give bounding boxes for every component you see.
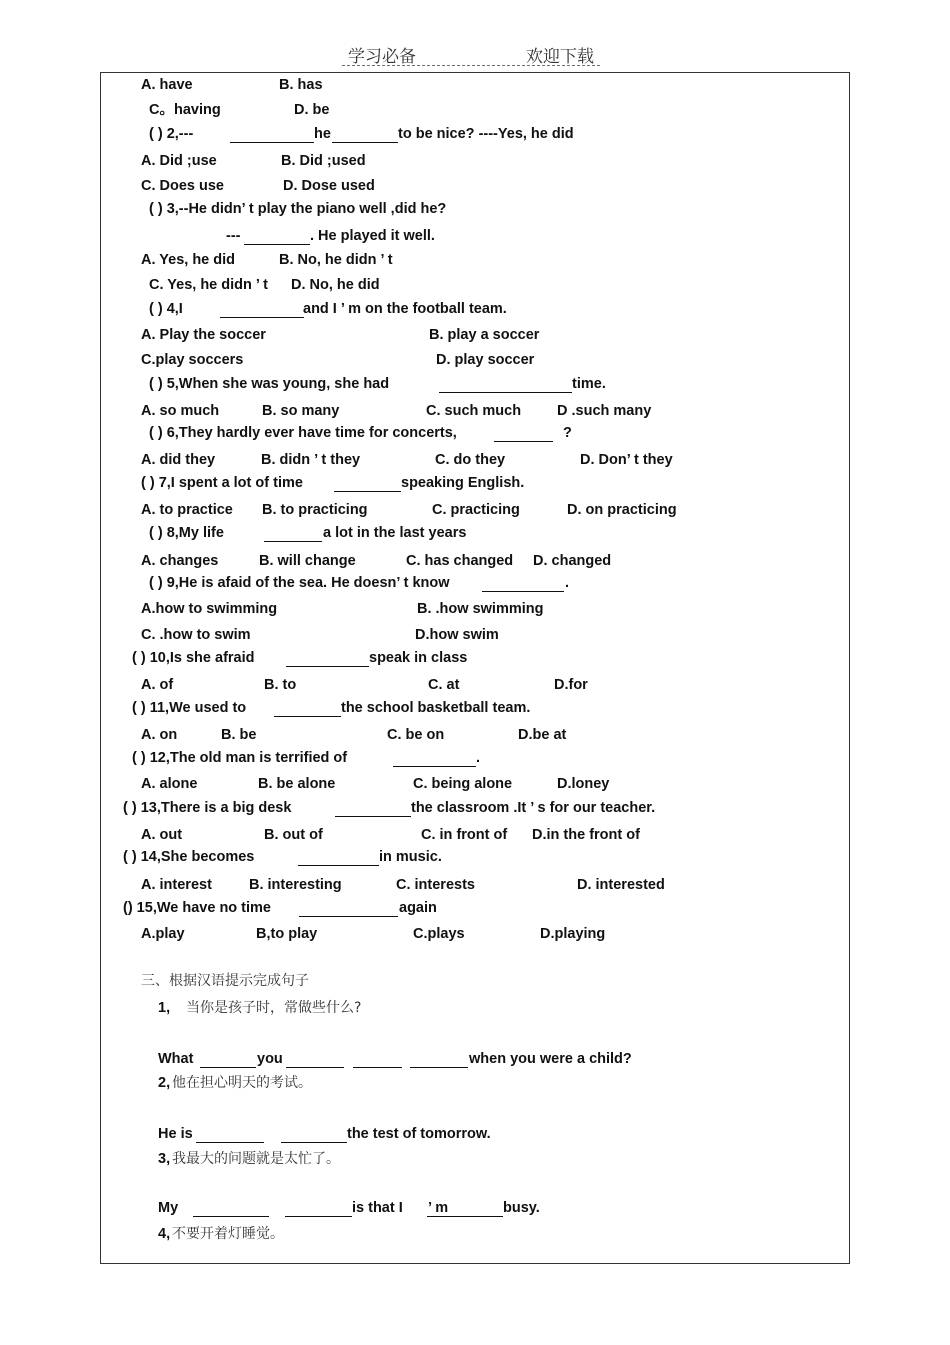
question-text: ( ) 14,She becomes xyxy=(123,849,255,865)
question-text: A. on xyxy=(141,727,178,743)
question-text: B. out of xyxy=(264,827,323,843)
question-text: D. changed xyxy=(533,553,612,569)
question-text: D.playing xyxy=(540,926,606,942)
question-text: D. be xyxy=(294,102,330,118)
question-text: 2, xyxy=(158,1075,171,1091)
question-text: ( ) 10,Is she afraid xyxy=(132,650,255,666)
question-text: B. No, he didn ’ t xyxy=(279,252,393,268)
question-text: A. did they xyxy=(141,452,216,468)
question-text: the school basketball team. xyxy=(341,700,531,716)
answer-blank[interactable] xyxy=(427,1202,503,1217)
answer-blank[interactable] xyxy=(410,1053,468,1068)
answer-blank[interactable] xyxy=(230,128,314,143)
question-text: C. has changed xyxy=(406,553,514,569)
question-text: B. .how swimming xyxy=(417,601,544,617)
question-text: C. do they xyxy=(435,452,506,468)
answer-blank[interactable] xyxy=(286,1053,344,1068)
question-text: A. of xyxy=(141,677,174,693)
question-text: . xyxy=(476,750,481,766)
answer-blank[interactable] xyxy=(196,1128,264,1143)
chinese-prompt-text: 他在担心明天的考试。 xyxy=(172,1075,312,1091)
question-text: What xyxy=(158,1051,194,1067)
answer-blank[interactable] xyxy=(334,477,401,492)
answer-blank[interactable] xyxy=(200,1053,256,1068)
question-text: he xyxy=(314,126,331,142)
question-text: D. No, he did xyxy=(291,277,380,293)
answer-blank[interactable] xyxy=(298,851,379,866)
question-text: C. at xyxy=(428,677,460,693)
header-divider xyxy=(342,65,600,66)
question-text: and I ’ m on the football team. xyxy=(303,301,507,317)
question-text: C. in front of xyxy=(421,827,508,843)
question-text: B. Did ;used xyxy=(281,153,366,169)
answer-blank[interactable] xyxy=(335,802,411,817)
question-text: ( ) 4,I xyxy=(149,301,183,317)
question-text: 1, xyxy=(158,1000,171,1016)
question-text: ( ) 6,They hardly ever have time for concerts, xyxy=(149,425,457,441)
header-right-text: 欢迎下载 xyxy=(526,47,594,67)
question-text: D.be at xyxy=(518,727,567,743)
question-text: A. have xyxy=(141,77,193,93)
question-text: B. to practicing xyxy=(262,502,368,518)
question-text: A. to practice xyxy=(141,502,233,518)
question-text: 3, xyxy=(158,1151,171,1167)
question-text: C. be on xyxy=(387,727,445,743)
chinese-prompt-text: 当你是孩子时，常做些什么? xyxy=(186,1000,362,1016)
question-text: A.play xyxy=(141,926,185,942)
page-header xyxy=(0,40,950,70)
question-text: ( ) 7,I spent a lot of time xyxy=(141,475,303,491)
question-text: a lot in the last years xyxy=(323,525,467,541)
question-text: when you were a child? xyxy=(469,1051,632,1067)
question-text: ( ) 12,The old man is terrified of xyxy=(132,750,348,766)
question-text: busy. xyxy=(503,1200,540,1216)
question-text: ( ) 11,We used to xyxy=(132,700,247,716)
question-text: D.in the front of xyxy=(532,827,640,843)
question-text: A. Play the soccer xyxy=(141,327,266,343)
header-left-text: 学习必备 xyxy=(348,47,416,67)
question-text: D.how swim xyxy=(415,627,499,643)
answer-blank[interactable] xyxy=(286,652,369,667)
question-text: in music. xyxy=(379,849,442,865)
answer-blank[interactable] xyxy=(193,1202,269,1217)
question-text: . xyxy=(565,575,570,591)
question-text: B,to play xyxy=(256,926,318,942)
question-text: D. interested xyxy=(577,877,665,893)
question-text: ( ) 9,He is afaid of the sea. He doesn’ t know xyxy=(149,575,450,591)
question-text: the test of tomorrow. xyxy=(347,1126,491,1142)
question-text: A. alone xyxy=(141,776,198,792)
question-text: time. xyxy=(572,376,606,392)
question-text: speaking English. xyxy=(401,475,525,491)
question-text: C. Yes, he didn ’ t xyxy=(149,277,268,293)
answer-blank[interactable] xyxy=(353,1053,402,1068)
question-text: D. Don’ t they xyxy=(580,452,673,468)
question-text: speak in class xyxy=(369,650,468,666)
question-text: C. such much xyxy=(426,403,522,419)
question-text: ( ) 2,--- xyxy=(149,126,194,142)
answer-blank[interactable] xyxy=(274,702,341,717)
question-text: C. interests xyxy=(396,877,475,893)
question-text: to be nice? ----Yes, he did xyxy=(398,126,574,142)
chinese-prompt-text: 我最大的问题就是太忙了。 xyxy=(172,1151,340,1167)
question-text: --- xyxy=(226,228,241,244)
question-text: C. practicing xyxy=(432,502,520,518)
question-text: My xyxy=(158,1200,179,1216)
chinese-prompt-text: 不要开着灯睡觉。 xyxy=(172,1226,284,1242)
question-text: A. interest xyxy=(141,877,212,893)
question-text: ? xyxy=(563,425,572,441)
question-text: ’ m xyxy=(428,1200,449,1216)
question-text: the classroom .It ’ s for our teacher. xyxy=(411,800,656,816)
question-text: ( ) 13,There is a big desk xyxy=(123,800,292,816)
answer-blank[interactable] xyxy=(393,752,476,767)
question-text: B. interesting xyxy=(249,877,342,893)
question-text: A. out xyxy=(141,827,183,843)
answer-blank[interactable] xyxy=(494,427,553,442)
question-text: C.play soccers xyxy=(141,352,244,368)
question-text: () 15,We have no time xyxy=(123,900,271,916)
answer-blank[interactable] xyxy=(332,128,398,143)
question-text: ( ) 5,When she was young, she had xyxy=(149,376,390,392)
question-text: C. being alone xyxy=(413,776,513,792)
question-text: D. Dose used xyxy=(283,178,375,194)
question-text: A. Yes, he did xyxy=(141,252,236,268)
question-text: you xyxy=(257,1051,283,1067)
question-text: again xyxy=(399,900,437,916)
question-text: is that I xyxy=(352,1200,403,1216)
question-text: B. be alone xyxy=(258,776,336,792)
question-text: A. so much xyxy=(141,403,220,419)
answer-blank[interactable] xyxy=(439,378,572,393)
question-text: He is xyxy=(158,1126,193,1142)
question-text: C.plays xyxy=(413,926,465,942)
question-text: B. didn ’ t they xyxy=(261,452,361,468)
question-text: B. has xyxy=(279,77,323,93)
question-text: C. Does use xyxy=(141,178,224,194)
answer-blank[interactable] xyxy=(244,230,310,245)
question-text: A. Did ;use xyxy=(141,153,217,169)
question-text: D .such many xyxy=(557,403,652,419)
question-text: . He played it well. xyxy=(310,228,435,244)
question-text: D. on practicing xyxy=(567,502,677,518)
question-text: B. to xyxy=(264,677,297,693)
chinese-prompt-text: 三、根据汉语提示完成句子 xyxy=(141,973,309,989)
question-text: D. play soccer xyxy=(436,352,535,368)
question-text: ( ) 8,My life xyxy=(149,525,224,541)
answer-blank[interactable] xyxy=(264,527,322,542)
question-text: A.how to swimming xyxy=(141,601,278,617)
question-text: B. be xyxy=(221,727,257,743)
answer-blank[interactable] xyxy=(281,1128,347,1143)
question-text: C. .how to swim xyxy=(141,627,251,643)
question-text: 4, xyxy=(158,1226,171,1242)
answer-blank[interactable] xyxy=(482,577,564,592)
question-text: C。having xyxy=(149,102,221,118)
question-text: ( ) 3,--He didn’ t play the piano well ,did he? xyxy=(149,201,447,217)
question-text: D.loney xyxy=(557,776,610,792)
answer-blank[interactable] xyxy=(220,303,304,318)
answer-blank[interactable] xyxy=(285,1202,352,1217)
question-text: B. so many xyxy=(262,403,340,419)
question-text: B. will change xyxy=(259,553,356,569)
question-text: A. changes xyxy=(141,553,219,569)
answer-blank[interactable] xyxy=(299,902,398,917)
question-text: D.for xyxy=(554,677,588,693)
question-text: B. play a soccer xyxy=(429,327,540,343)
